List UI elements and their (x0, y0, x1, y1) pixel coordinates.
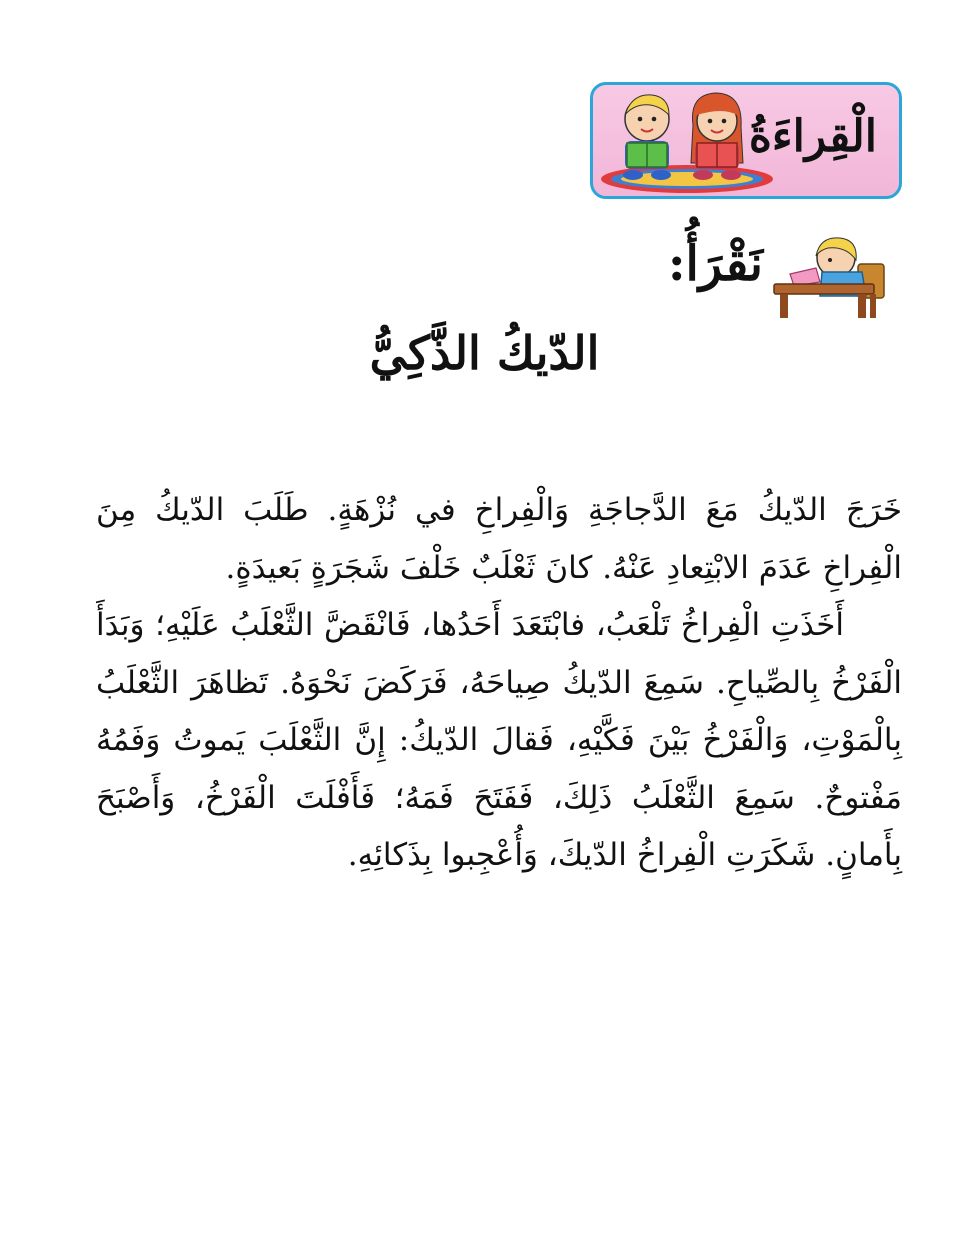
section-badge (590, 82, 902, 199)
story-paragraph-1: خَرَجَ الدّيكُ مَعَ الدَّجاجَةِ وَالْفِراخِ في نُزْهَةٍ. طَلَبَ الدّيكُ مِنَ الْفِراخِ عَدَمَ الابْتِعادِ عَنْهُ. كانَ ثَعْلَبٌ خَلْفَ شَجَرَةٍ بَعيدَةٍ. (96, 492, 902, 586)
story-paragraph-2: أَخَذَتِ الْفِراخُ تَلْعَبُ، فابْتَعَدَ أَحَدُها، فَانْقَضَّ الثَّعْلَبُ عَلَيْهِ؛ وَبَدَأَ الْفَرْخُ بِالصِّياحِ. سَمِعَ الدّيكُ صِياحَهُ، فَرَكَضَ نَحْوَهُ. تَظاهَرَ الثَّعْلَبُ بِالْمَوْتِ، وَالْفَرْخُ بَيْنَ فَكَّيْهِ، فَقالَ الدّيكُ: إِنَّ الثَّعْلَبَ يَموتُ وَفَمُهُ مَفْتوحٌ. سَمِعَ الثَّعْلَبُ ذَلِكَ، فَفَتَحَ فَمَهُ؛ فَأَفْلَتَ الْفَرْخُ، وَأَصْبَحَ بِأَمانٍ. شَكَرَتِ الْفِراخُ الدّيكَ، وَأُعْجِبوا بِذَكائِهِ. (96, 607, 902, 873)
child-reading-at-desk-icon (770, 234, 890, 320)
story-text (96, 482, 902, 885)
section-title: الْقِراءَةُ (748, 111, 877, 162)
story-title: الدّيكُ الذَّكِيُّ (369, 326, 600, 380)
reading-heading: نَقْرَأُ: (667, 236, 763, 292)
